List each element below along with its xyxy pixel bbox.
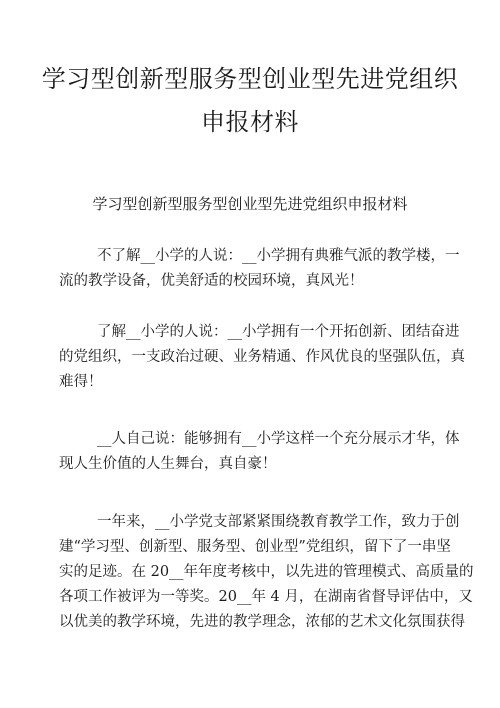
paragraph-line: 流的教学设备，优美舒适的校园环境，真风光！ <box>59 273 364 289</box>
paragraph-line: 实的足迹。在 20__年年度考核中，以先进的管理模式、高质量的 <box>59 564 474 580</box>
paragraph-line: 建“学习型、创新型、服务型、创业型”党组织，留下了一串坚 <box>59 539 451 555</box>
paragraph-line: __人自己说：能够拥有__小学这样一个充分展示才华，体 <box>97 431 460 447</box>
paragraph-line: 各项工作被评为一等奖。20__年 4 月，在湖南省督导评估中，又 <box>59 589 473 605</box>
paragraph-line: 的党组织，一支政治过硬、业务精通、作风优良的坚强队伍，真 <box>59 349 465 365</box>
paragraph-1 <box>59 244 460 294</box>
document-subtitle: 学习型创新型服务型创业型先进党组织申报材料 <box>92 195 408 213</box>
paragraph-line: 一年来，__小学党支部紧紧围绕教育教学工作，致力于创 <box>97 514 460 530</box>
paragraph-line: 了解__小学的人说：__小学拥有一个开拓创新、团结奋进 <box>97 324 460 340</box>
paragraph-line: 以优美的教学环境，先进的教学理念，浓郁的艺术文化氛围获得 <box>59 614 465 630</box>
document-title-line-1: 学习型创新型服务型创业型先进党组织 <box>41 65 459 93</box>
paragraph-2 <box>59 320 465 395</box>
document-title-line-2: 申报材料 <box>201 108 299 136</box>
paragraph-line: 难得！ <box>59 374 103 390</box>
paragraph-line: 现人生价值的人生舞台，真自豪！ <box>59 456 277 472</box>
paragraph-4 <box>59 510 474 635</box>
paragraph-3 <box>59 427 460 477</box>
paragraph-line: 不了解__小学的人说：__小学拥有典雅气派的教学楼，一 <box>97 248 460 264</box>
